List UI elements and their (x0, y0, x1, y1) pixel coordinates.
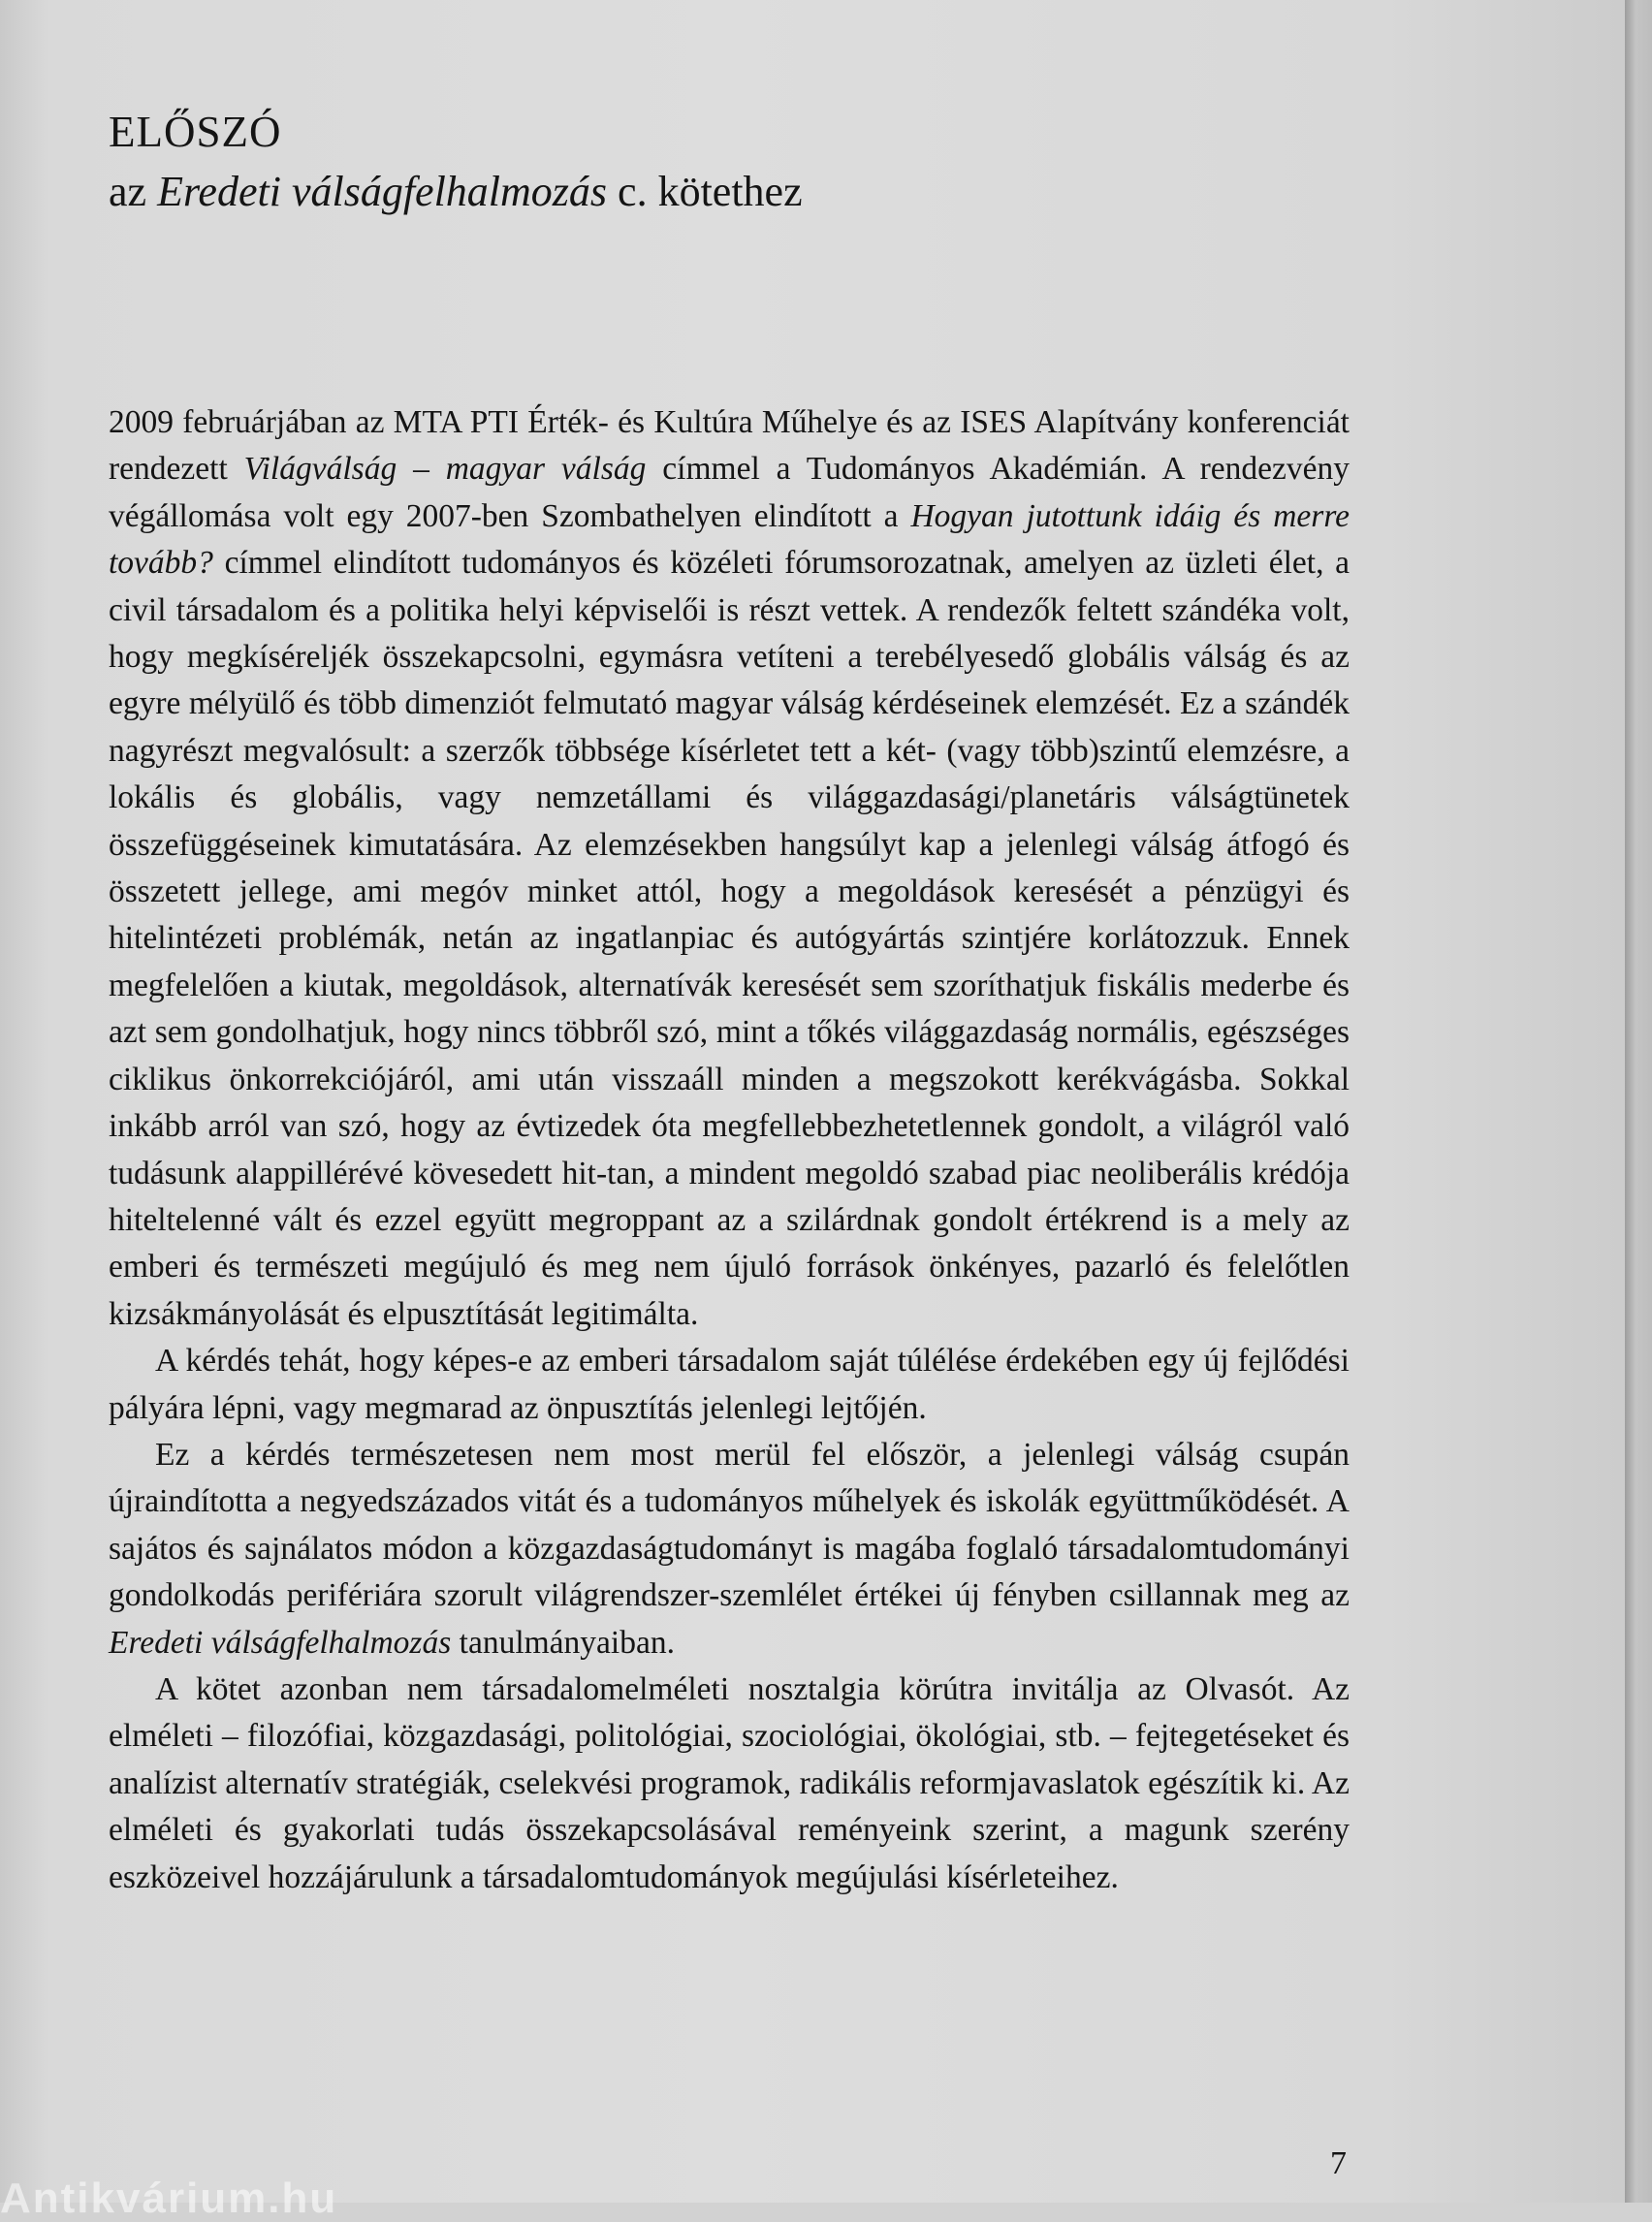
paragraph-1-italic-2: Hogyan jutottunk idáig és merre tovább? (109, 497, 1350, 582)
subtitle-book-title: Eredeti válságfelhalmozás (157, 168, 608, 215)
paragraph-3 (109, 1432, 1350, 1666)
paragraph-1 (109, 399, 1350, 1338)
paragraph-3-italic-1: Eredeti válságfelhalmozás (109, 1624, 452, 1661)
paragraph-3-text-1: Ez a kérdés természetesen nem most merül fel először, a jelenlegi válság csupán újraindította a negyedszázados vitát és a tudományos műhelyek és iskolák együttműködését. A sajátos és sajnálatos módon a közgazdaságtudományt is magába foglaló társadalomtudományi gondolkodás perifériára szorult világrendszer-szemlélet értékei új fényben csillannak meg az (109, 1436, 1350, 1614)
page-edge (1625, 0, 1652, 2203)
paragraph-2: A kérdés tehát, hogy képes-e az emberi társadalom saját túlélése érdekében egy új fejlődési pályára lépni, vagy megmarad az önpusztítás jelenlegi lejtőjén. (109, 1343, 1350, 1426)
page-number: 7 (1330, 2145, 1347, 2181)
paragraph-3-text-2: tanulmányaiban. (451, 1624, 675, 1661)
chapter-subtitle (109, 165, 1369, 219)
paragraph-1-text-2: címmel a Tudományos Akadémián. A rendezvény végállomása volt egy 2007-ben Szombathelyen elindított a (109, 451, 1350, 534)
body-text (109, 399, 1350, 1901)
paragraph-1-text-1: 2009 februárjában az MTA PTI Érték- és Kultúra Műhelye és az ISES Alapítvány konferenciát rendezett (109, 404, 1350, 488)
chapter-heading (109, 105, 1369, 219)
subtitle-suffix: c. kötethez (607, 168, 803, 215)
chapter-title: ELŐSZÓ (109, 108, 282, 156)
watermark: Antikvárium.hu (0, 2174, 338, 2222)
paragraph-1-italic-1: Világválság – magyar válság (243, 451, 647, 488)
subtitle-prefix: az (109, 168, 158, 215)
paragraph-4: A kötet azonban nem társadalomelméleti nosztalgia körútra invitálja az Olvasót. Az elméleti – filozófiai, közgazdasági, politológiai, szociológiai, ökológiai, stb. – fejtegetéseket és analízist alternatív stratégiák, cselekvési programok, radikális reformjavaslatok egészítik ki. Az elméleti és gyakorlati tudás összekapcsolásával reményeink szerint, a magunk szerény eszközeivel hozzájárulunk a társadalomtudományok megújulási kísérleteihez. (109, 1670, 1350, 1895)
paragraph-1-text-3: címmel elindított tudományos és közéleti fórumsorozatnak, amelyen az üzleti élet, a civil társadalom és a politika helyi képviselői is részt vettek. A rendezők feltett szándéka volt, hogy megkíséreljék összekapcsolni, egymásra vetíteni a terebélyesedő globális válság és az egyre mélyülő és több dimenziót felmutató magyar válság kérdéseinek elemzését. Ez a szándék nagyrészt megvalósult: a szerzők többsége kísérletet tett a két- (vagy több)szintű elemzésre, a lokális és globális, vagy nemzetállami és világgazdasági/planetáris válságtünetek összefüggéseinek kimutatására. Az elemzésekben hangsúlyt kap a jelenlegi válság átfogó és összetett jellege, ami megóv minket attól, hogy a megoldások keresését a pénzügyi és hitelintézeti problémák, netán az ingatlanpiac és autógyártás szintjére korlátozzuk. Ennek megfelelően a kiutak, megoldások, alternatívák keresését sem szoríthatjuk fiskális mederbe és azt sem gondolhatjuk, hogy nincs többről szó, mint a tőkés világgazdaság normális, egészséges ciklikus önkorrekciójáról, ami után visszaáll minden a megszokott kerékvágásba. Sokkal inkább arról van szó, hogy az évtizedek óta megfellebbezhetetlennek gondolt, a világról való tudásunk alappillérévé kövesedett hit-tan, a mindent megoldó szabad piac neoliberális krédója hiteltelenné vált és ezzel együtt megroppant az a szilárdnak gondolt értékrend is a mely az emberi és természeti megújuló és meg nem újuló források önkényes, pazarló és felelőtlen kizsákmányolását és elpusztítását legitimálta. (109, 545, 1350, 1332)
